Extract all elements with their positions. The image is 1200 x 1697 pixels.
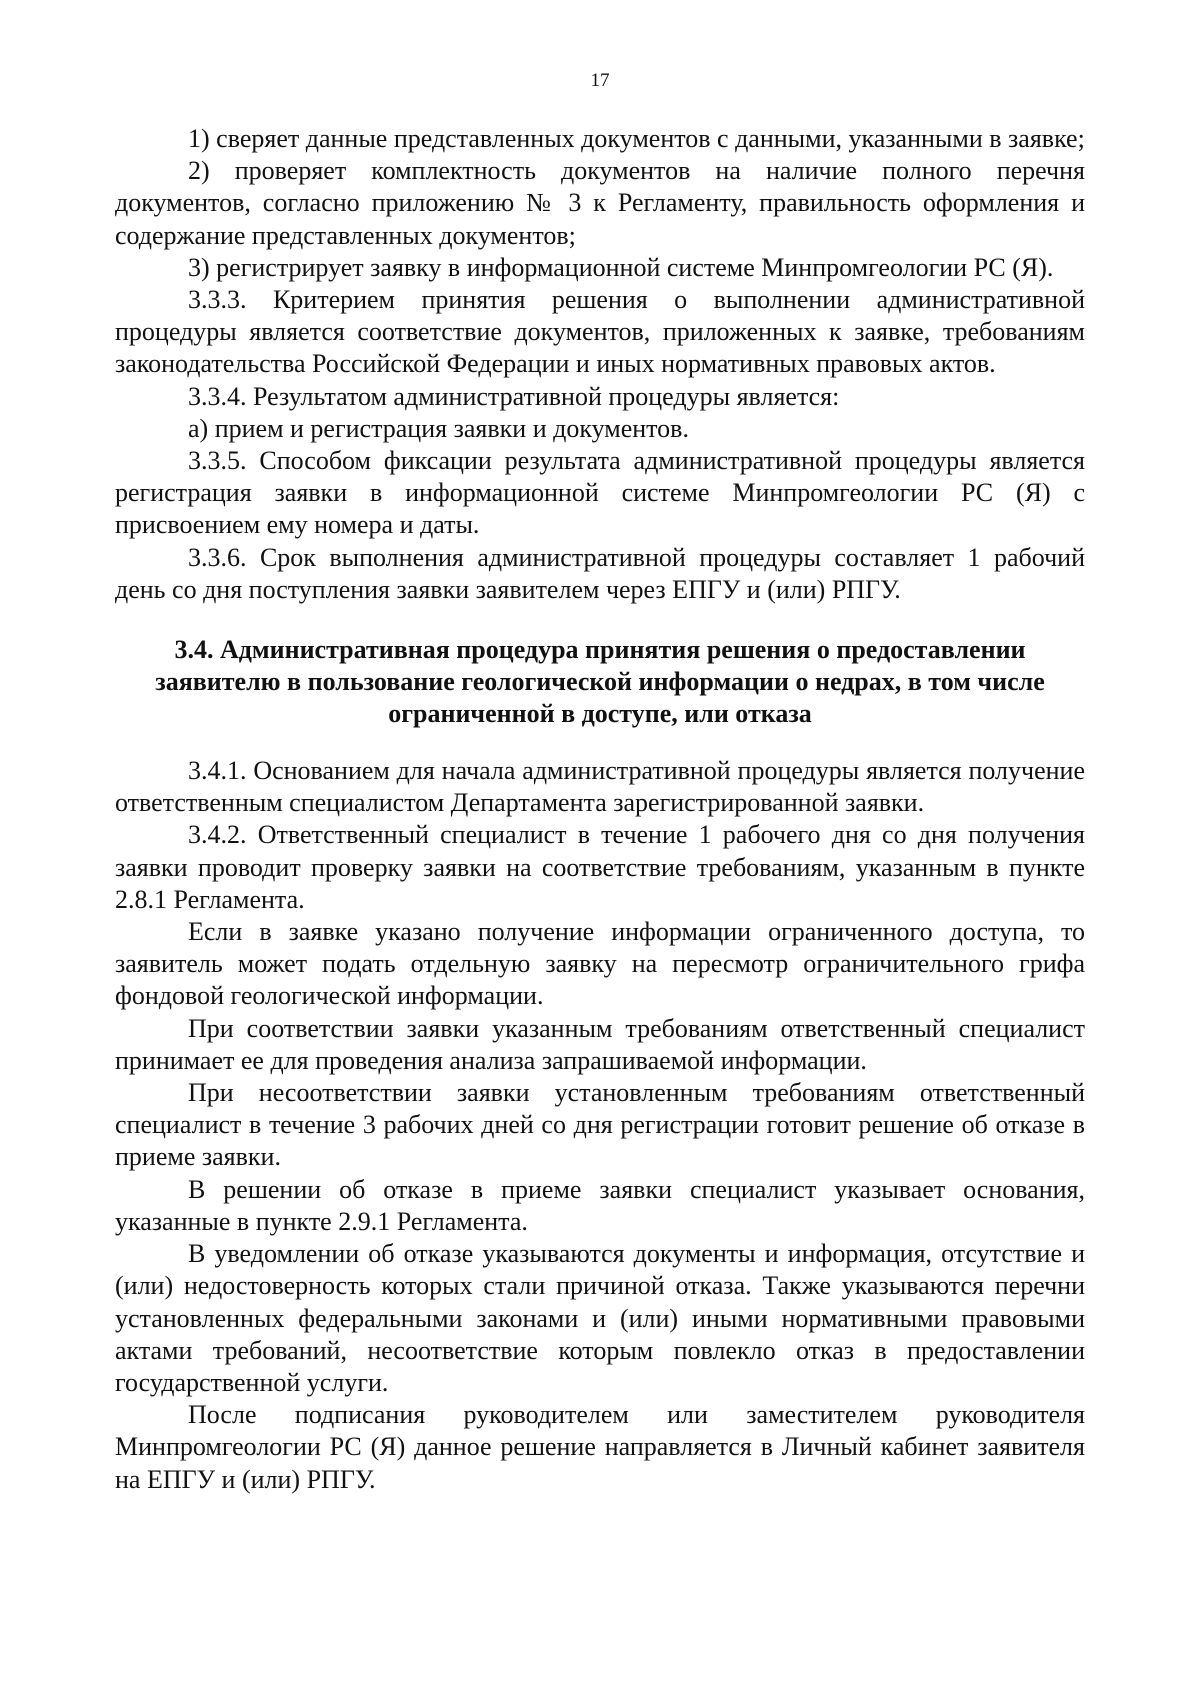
- paragraph-3-3-6: 3.3.6. Срок выполнения административной процедуры составляет 1 рабочий день со дня поступления заявки заявителем через ЕПГУ и (или) РПГУ.: [115, 542, 1085, 604]
- section-heading-3-4: 3.4. Административная процедура принятия решения о предоставлении заявителю в пользование геологической информации о недрах, в том числе ограниченной в доступе, или отказа: [155, 635, 1045, 729]
- paragraph-noncompliance: При несоответствии заявки установленным требованиям ответственный специалист в течение 3 рабочих дней со дня регистрации готовит решение об отказе в приеме заявки.: [115, 1078, 1085, 1172]
- paragraph-refusal-grounds: В решении об отказе в приеме заявки специалист указывает основания, указанные в пункте 2.9.1 Регламента.: [115, 1174, 1085, 1236]
- document-body: [115, 123, 1085, 1496]
- paragraph-3-4-1: 3.4.1. Основанием для начала административной процедуры является получение ответственным специалистом Департамента зарегистрированной заявки.: [115, 756, 1085, 818]
- page-number: 17: [590, 70, 610, 91]
- paragraph-3-3-5: 3.3.5. Способом фиксации результата административной процедуры является регистрация заявки в информационной системе Минпромгеологии РС (Я) с присвоением ему номера и даты.: [115, 446, 1085, 540]
- paragraph-3-3-3: 3.3.3. Критерием принятия решения о выполнении административной процедуры является соответствие документов, приложенных к заявке, требованиям законодательства Российской Федерации и иных нормативных правовых актов.: [115, 285, 1085, 379]
- paragraph-check-data: 1) сверяет данные представленных документов с данными, указанными в заявке;: [188, 124, 1085, 153]
- paragraph-check-completeness: 2) проверяет комплектность документов на наличие полного перечня документов, согласно приложению № 3 к Регламенту, правильность оформления и содержание представленных документов;: [115, 156, 1085, 250]
- paragraph-refusal-notice: В уведомлении об отказе указываются документы и информация, отсутствие и (или) недостоверность которых стали причиной отказа. Также указываются перечни установленных федеральными законами и (или) иными нормативными правовыми актами требований, несоответствие которым повлекло отказ в предоставлении государственной услуги.: [115, 1239, 1085, 1397]
- paragraph-restricted-access: Если в заявке указано получение информации ограниченного доступа, то заявитель может подать отдельную заявку на пересмотр ограничительного грифа фондовой геологической информации.: [115, 917, 1085, 1011]
- paragraph-result-item-a: а) прием и регистрация заявки и документов.: [188, 413, 689, 443]
- paragraph-3-3-4: 3.3.4. Результатом административной процедуры является:: [188, 381, 840, 411]
- paragraph-register-application: 3) регистрирует заявку в информационной системе Минпромгеологии РС (Я).: [188, 252, 1054, 282]
- paragraph-3-4-2: 3.4.2. Ответственный специалист в течение 1 рабочего дня со дня получения заявки проводит проверку заявки на соответствие требованиям, указанным в пункте 2.8.1 Регламента.: [115, 820, 1085, 914]
- paragraph-compliance: При соответствии заявки указанным требованиям ответственный специалист принимает ее для проведения анализа запрашиваемой информации.: [115, 1013, 1085, 1075]
- paragraph-after-signing: После подписания руководителем или заместителем руководителя Минпромгеологии РС (Я) данное решение направляется в Личный кабинет заявителя на ЕПГУ и (или) РПГУ.: [115, 1400, 1085, 1494]
